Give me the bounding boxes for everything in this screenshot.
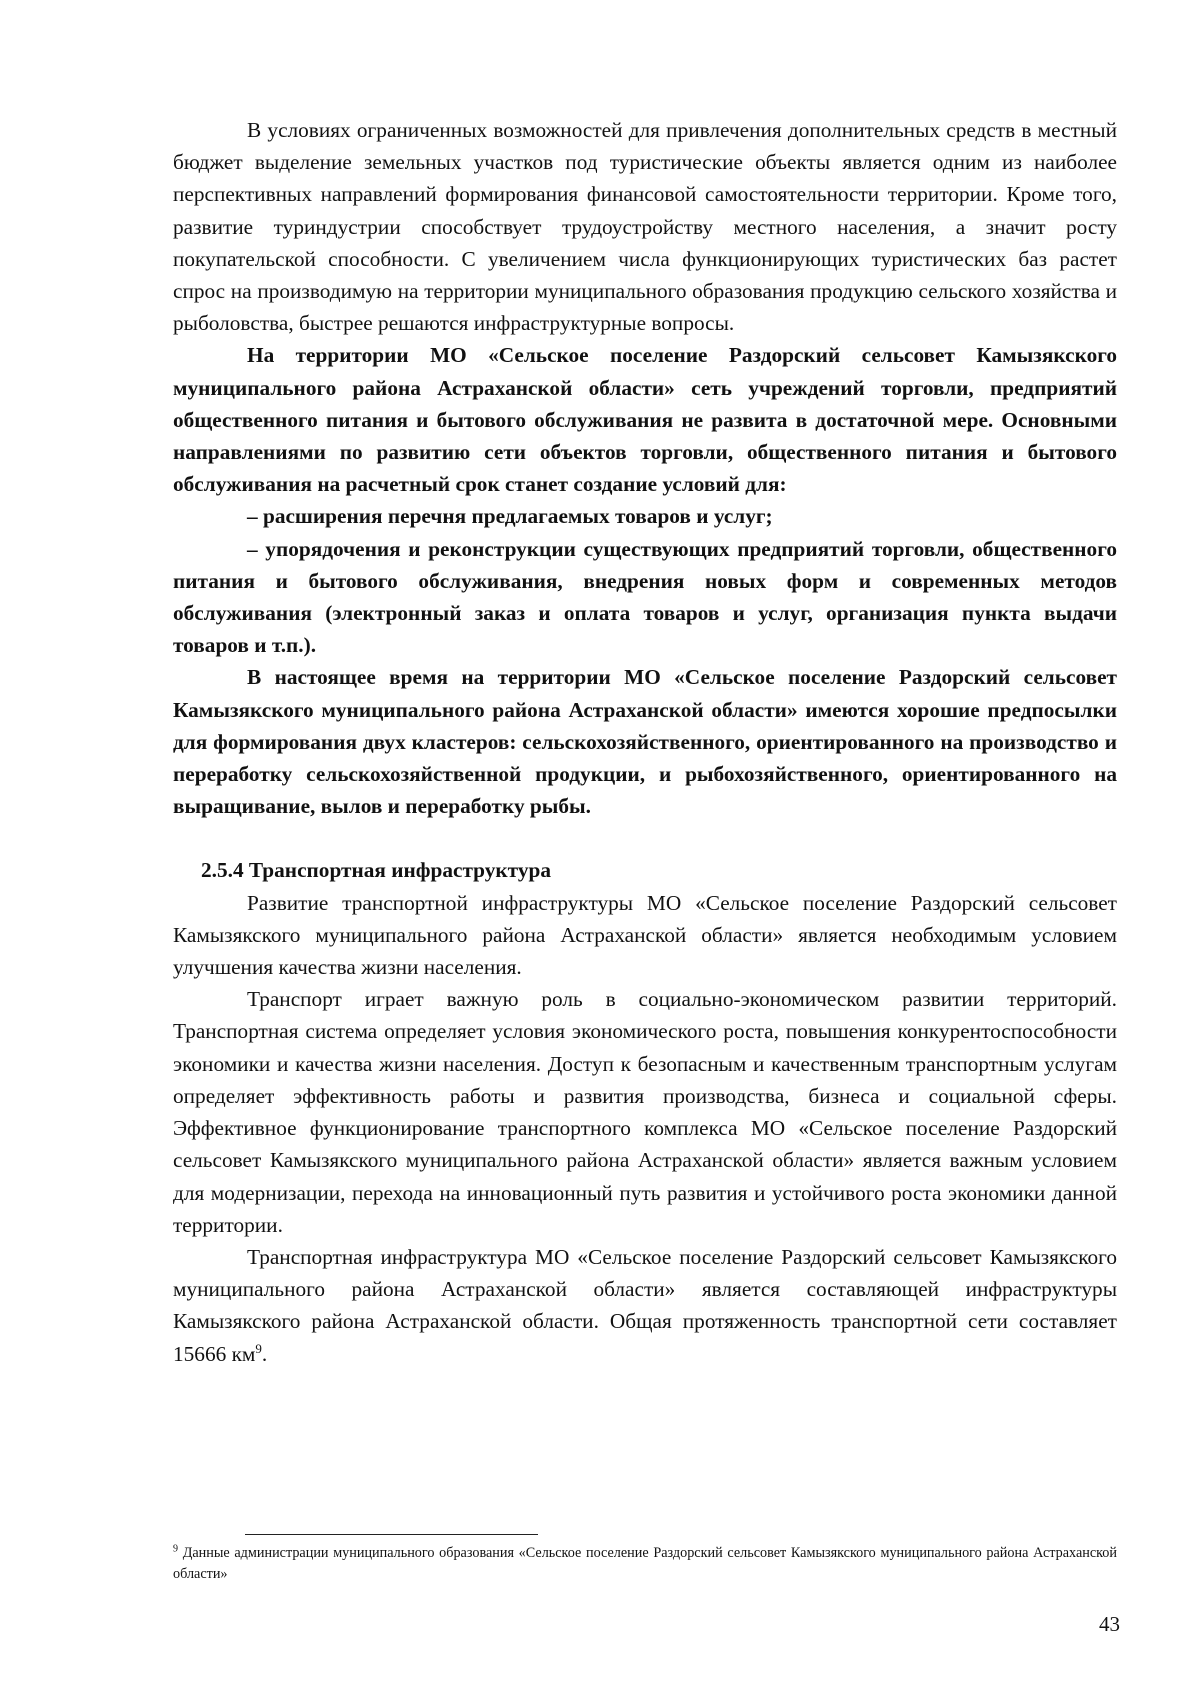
list-item-reconstruction: – упорядочения и реконструкции существующих предприятий торговли, общественного питания и бытового обслуживания, внедрения новых форм и современных методов обслуживания (электронный заказ и оплата товаров и услуг, организация пункта выдачи товаров и т.п.).: [173, 536, 1117, 658]
paragraph-transport-network-text: Транспортная инфраструктура МО «Сельское поселение Раздорский сельсовет Камызякского муниципального района Астраханской области» является составляющей инфраструктуры Камызякского района Астраханской области. Общая протяженность транспортной сети составляет 15666 км: [173, 1244, 1117, 1366]
footnote-separator: [245, 1534, 538, 1535]
page-body: [173, 114, 1117, 1370]
page-number: 43: [1099, 1612, 1120, 1636]
paragraph-transport-role: Транспорт играет важную роль в социально-экономическом развитии территорий. Транспортная система определяет условия экономического роста, повышения конкурентоспособности экономики и качества жизни населения. Доступ к безопасным и качественным транспортным услугам определяет эффективность работы и развития производства, бизнеса и социальной сферы. Эффективное функционирование транспортного комплекса МО «Сельское поселение Раздорский сельсовет Камызякского муниципального района Астраханской области» является важным условием для модернизации, перехода на инновационный путь развития и устойчивого роста экономики данной территории.: [173, 987, 1117, 1237]
list-item-expand-goods: – расширения перечня предлагаемых товаров и услуг;: [247, 504, 773, 529]
paragraph-tourism-budget: В условиях ограниченных возможностей для привлечения дополнительных средств в местный бюджет выделение земельных участков под туристические объекты является одним из наиболее перспективных направлений формирования финансовой самостоятельности территории. Кроме того, развитие туриндустрии способствует трудоустройству местного населения, а значит росту покупательской способности. С увеличением числа функционирующих туристических баз растет спрос на производимую на территории муниципального образования продукцию сельского хозяйства и рыболовства, быстрее решаются инфраструктурные вопросы.: [173, 118, 1117, 336]
paragraph-transport-network-length: [173, 1241, 1117, 1370]
footnote-marker: 9: [173, 1543, 178, 1555]
section-heading-transport: 2.5.4 Транспортная инфраструктура: [201, 858, 551, 883]
footnote-text: Данные администрации муниципального образования «Сельское поселение Раздорский сельсовет Камызякского муниципального района Астраханской области»: [173, 1545, 1117, 1582]
paragraph-trade-network: На территории МО «Сельское поселение Раздорский сельсовет Камызякского муниципального района Астраханской области» сеть учреждений торговли, предприятий общественного питания и бытового обслуживания не развита в достаточной мере. Основными направлениями по развитию сети объектов торговли, общественного питания и бытового обслуживания на расчетный срок станет создание условий для:: [173, 343, 1117, 497]
paragraph-clusters: В настоящее время на территории МО «Сельское поселение Раздорский сельсовет Камызякского муниципального района Астраханской области» имеются хорошие предпосылки для формирования двух кластеров: сельскохозяйственного, ориентированного на производство и переработку сельскохозяйственной продукции, и рыбохозяйственного, ориентированного на выращивание, вылов и переработку рыбы.: [173, 665, 1117, 819]
paragraph-transport-development: Развитие транспортной инфраструктуры МО «Сельское поселение Раздорский сельсовет Камызякского муниципального района Астраханской области» является необходимым условием улучшения качества жизни населения.: [173, 890, 1117, 980]
footnote: [173, 1543, 1117, 1585]
footnote-reference[interactable]: 9: [255, 1340, 262, 1356]
paragraph-end-punctuation: .: [261, 1341, 268, 1366]
